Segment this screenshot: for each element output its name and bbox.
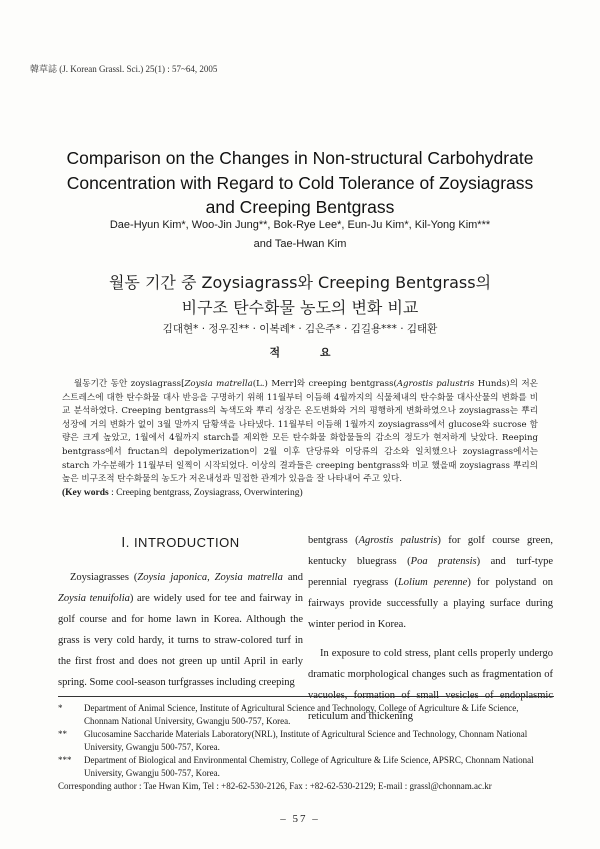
scientific-name: Zoysia japonica, Zoysia matrella (137, 572, 283, 583)
right-column (308, 530, 553, 727)
intro-paragraph (308, 530, 553, 635)
page-number: – 57 – (280, 813, 320, 825)
footnote-text: Department of Animal Science, Institute of Agricultural Science and Technology, College of Agriculture & Life Science, Chonnam National University, Gwangju 500-757, Korea. (84, 703, 519, 726)
scientific-name: Zoysia matrella (184, 379, 253, 389)
footnote-text: Department of Biological and Environmental Chemistry, College of Agriculture & Life Science, APSRC, Chonnam National University, Gwangju 500-757, Korea. (84, 755, 534, 778)
footnote-text: Glucosamine Saccharide Materials Laboratory(NRL), Institute of Agricultural Science and Technology, Chonnam National University, Gwangju 500-757, Korea. (84, 729, 528, 752)
body-text: ) and turf-type perennial ryegrass ( (308, 556, 553, 588)
footnotes (58, 702, 554, 793)
left-column (58, 530, 303, 693)
korean-title (40, 270, 560, 320)
keywords-label: (Key words (62, 487, 109, 498)
korean-authors: 김대현* · 정우진** · 이복례* · 김은주* · 김길용*** · 김태환 (162, 323, 438, 335)
author-line: Dae-Hyun Kim*, Woo-Jin Jung**, Bok-Rye Lee*, Eun-Ju Kim*, Kil-Yong Kim*** (109, 219, 491, 231)
abstract-text: (L.) Merr]와 creeping bentgrass( (252, 379, 397, 389)
footnote-divider (58, 696, 554, 697)
korean-title-line: 월동 기간 중 Zoysiagrass와 Creeping Bentgrass의 (108, 273, 492, 292)
footnote-mark: *** (58, 755, 72, 765)
abstract-paragraph (62, 378, 538, 487)
scientific-name: Agrostis palustris (358, 535, 438, 546)
body-text: ) are widely used for tee and fairway in golf course and for home lawn in Korea. Although the grass is very cold hardy, it turns to straw-colored turf in the first frost and does not green up until April in early spring. Some cool-season turfgrasses including creeping (58, 593, 303, 688)
body-text: Zoysiagrasses ( (70, 572, 138, 583)
footnote-mark: * (58, 703, 63, 713)
scientific-name: Poa pratensis (410, 556, 477, 567)
footnote-mark: ** (58, 729, 67, 739)
english-authors (40, 216, 560, 254)
footnote (58, 728, 554, 754)
abstract-text: Hunds)의 저온 스트레스에 대한 탄수화물 대사 반응을 구명하기 위해 11월부터 이듬해 4월까지의 식물체내의 탄수화물 대사산물의 변화를 비교 분석하였다. Creeping bentgrass의 녹색도와 뿌리 성장은 온도변화와 거의 평행하게 변화하였으나 zoysiagrass는 뿌리 성장에 거의 변화가 없이 3월 말까지 담황색을 나타냈다. 11월부터 이듬해 1월까지 zoysiagrass에서 glucose와 sucrose 함량은 크게 높았고, 1월에서 4월까지 starch를 제외한 모든 탄수화물 화합물들의 감소의 정도가 현저하게 낮았다. Reeping bentgrass에서 fructan의 depolymerization이 2월 이후 단당류와 이당류의 감소와 일치했으나 zoysiagrass에서는 starch 가수분해가 11월부터 일찍이 시작되었다. 이상의 결과들은 creeping bentgrass와 비교 했을때 zoysiagrass 뿌리의 높은 비구조적 탄수화물의 농도가 저온내성과 밀접한 관계가 있음을 잘 나타내어 주고 있다. (62, 379, 538, 485)
scientific-name: Zoysia tenuifolia (58, 593, 130, 604)
english-title-line: Concentration with Regard to Cold Tolerance of Zoysiagrass (66, 172, 534, 193)
intro-paragraph (58, 567, 303, 693)
keywords (62, 487, 538, 501)
korean-title-line: 비구조 탄수화물 농도의 변화 비교 (181, 298, 419, 317)
scientific-name: Lolium perenne (397, 577, 468, 588)
abstract-text: 월동기간 동안 zoysiagrass[ (74, 379, 185, 389)
body-text: and (282, 572, 303, 583)
body-text: ) for golf course green, kentucky bluegrass ( (308, 535, 553, 567)
scientific-name: Agrostis palustris (396, 379, 475, 389)
keywords-list: : Creeping bentgrass, Zoysiagrass, Overwintering) (108, 487, 303, 498)
intro-paragraph: In exposure to cold stress, plant cells properly undergo dramatic morphological changes such as fragmentation of vacuoles, formation of small vesicles of endoplasmic reticulum and thickening (308, 648, 553, 722)
abstract-body (62, 378, 538, 500)
section-heading: Ⅰ. INTRODUCTION (121, 535, 240, 550)
footnote (58, 754, 554, 780)
english-title-line: Comparison on the Changes in Non-structural Carbohydrate (66, 148, 534, 168)
body-text: ) for polystand on fairways provide successfully a playing surface during winter period in Korea. (308, 577, 554, 630)
author-line: and Tae-Hwan Kim (253, 238, 347, 250)
abstract-heading: 적 요 (269, 346, 349, 359)
corresponding-author: Corresponding author : Tae Hwan Kim, Tel : +82-62-530-2126, Fax : +82-62-530-2129; E-mail : grassl@chonnam.ac.kr (58, 781, 492, 791)
english-title-line: and Creeping Bentgrass (205, 197, 395, 217)
footnote (58, 702, 554, 728)
body-text: bentgrass ( (308, 535, 359, 546)
english-title (40, 146, 560, 220)
journal-citation: 韓草誌 (J. Korean Grassl. Sci.) 25(1) : 57~64, 2005 (30, 64, 218, 74)
